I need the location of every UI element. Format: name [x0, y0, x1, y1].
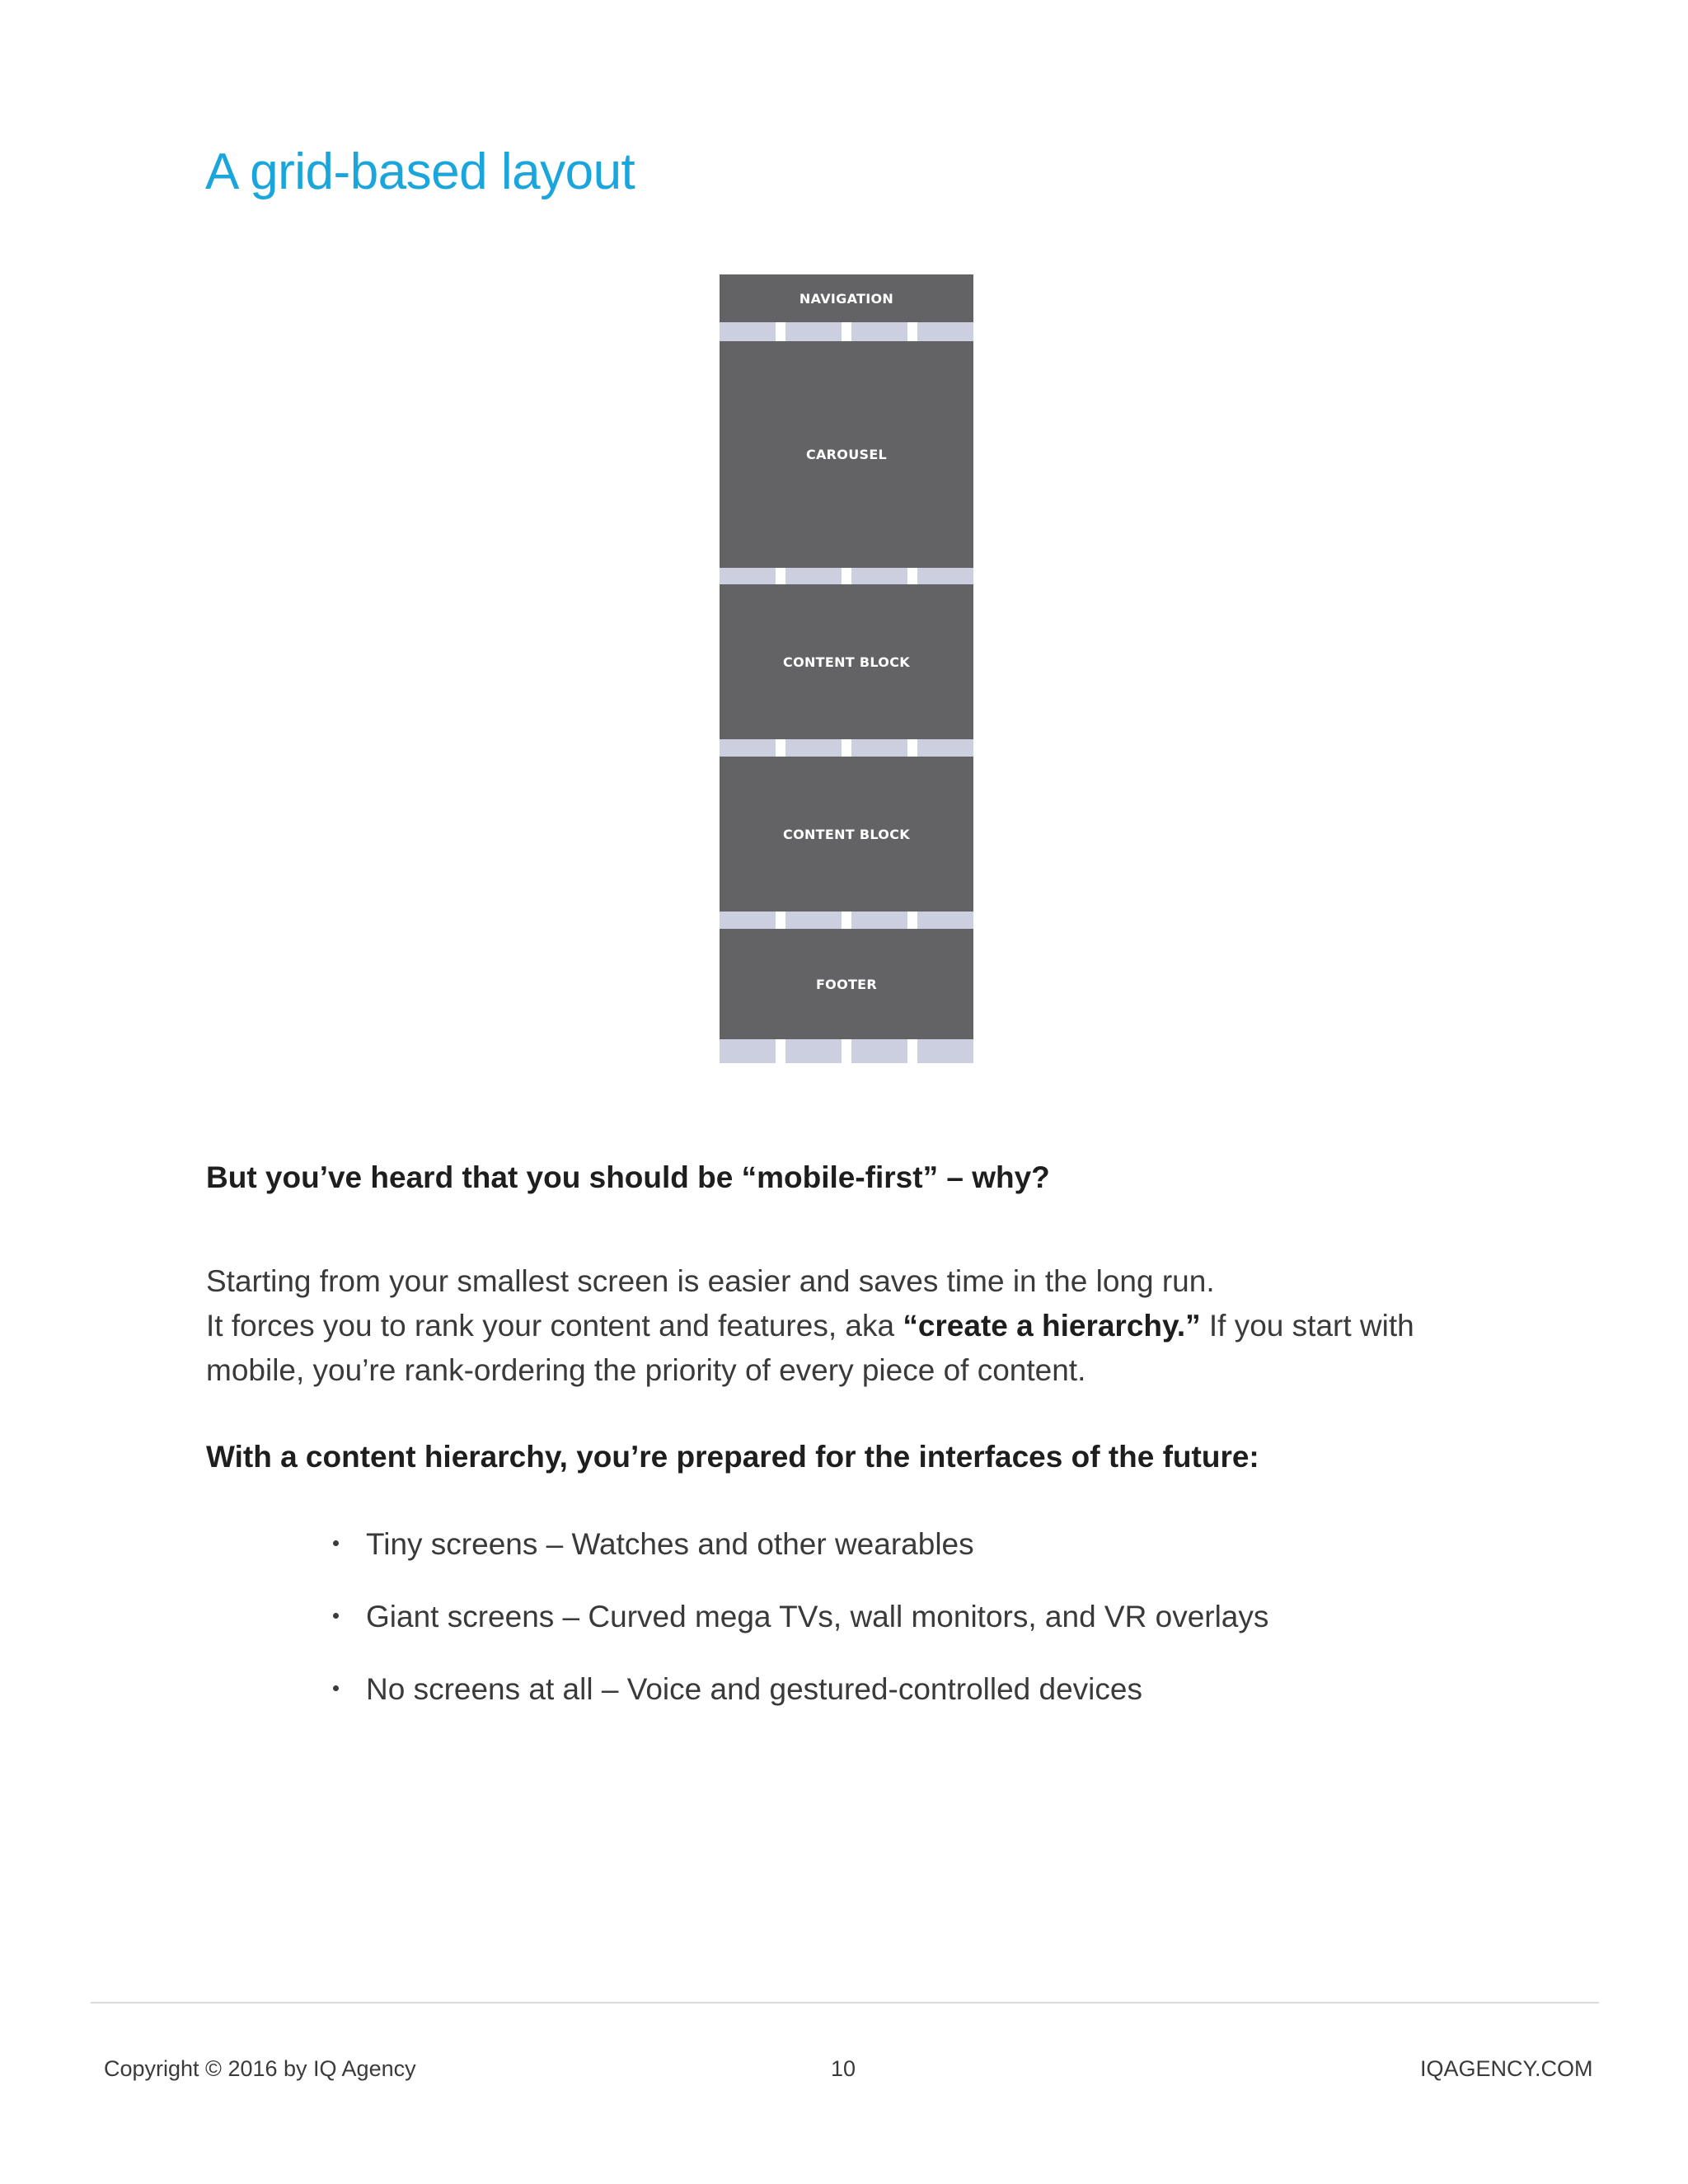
list-item: [330, 1601, 1268, 1674]
navigation-block: [720, 274, 973, 322]
list-item-text: Giant screens – Curved mega TVs, wall monitors, and VR overlays: [366, 1600, 1269, 1633]
list-item: [330, 1529, 1268, 1601]
bullet-icon: [333, 1613, 339, 1619]
block-label: CONTENT BLOCK: [783, 826, 910, 842]
bullet-icon: [333, 1540, 339, 1546]
section-heading: But you’ve heard that you should be “mobile-first” – why?: [206, 1160, 1050, 1194]
body-paragraph: [206, 1259, 1492, 1393]
page-title: A grid-based layout: [205, 143, 635, 200]
carousel-block: [720, 341, 973, 568]
paragraph-line: [206, 1304, 1492, 1348]
footer-divider: [91, 2002, 1599, 2004]
website-link[interactable]: IQAGENCY.COM: [1420, 2056, 1593, 2081]
content-block: [720, 757, 973, 912]
section-heading: With a content hierarchy, you’re prepared for the interfaces of the future:: [206, 1440, 1259, 1474]
content-block: [720, 584, 973, 739]
page-number: 10: [831, 2056, 856, 2081]
paragraph-line: Starting from your smallest screen is easier and saves time in the long run.: [206, 1264, 1215, 1298]
paragraph-text: If you start with: [1200, 1309, 1414, 1343]
paragraph-line: mobile, you’re rank-ordering the priority of every piece of content.: [206, 1353, 1086, 1387]
paragraph-text: It forces you to rank your content and features, aka: [206, 1309, 903, 1343]
emphasis-text: “create a hierarchy.”: [903, 1309, 1201, 1343]
list-item: [330, 1674, 1268, 1746]
grid-layout-wireframe: [720, 274, 973, 1063]
bullet-list: [330, 1529, 1268, 1746]
block-label: CAROUSEL: [805, 447, 888, 462]
list-item-text: Tiny screens – Watches and other wearables: [366, 1527, 974, 1561]
bullet-icon: [333, 1685, 339, 1691]
block-label: CONTENT BLOCK: [783, 654, 910, 670]
block-label: NAVIGATION: [799, 290, 894, 307]
copyright-text: Copyright © 2016 by IQ Agency: [104, 2056, 416, 2081]
footer-block: [720, 929, 973, 1039]
list-item-text: No screens at all – Voice and gestured-controlled devices: [366, 1672, 1142, 1706]
block-label: FOOTER: [815, 976, 878, 992]
